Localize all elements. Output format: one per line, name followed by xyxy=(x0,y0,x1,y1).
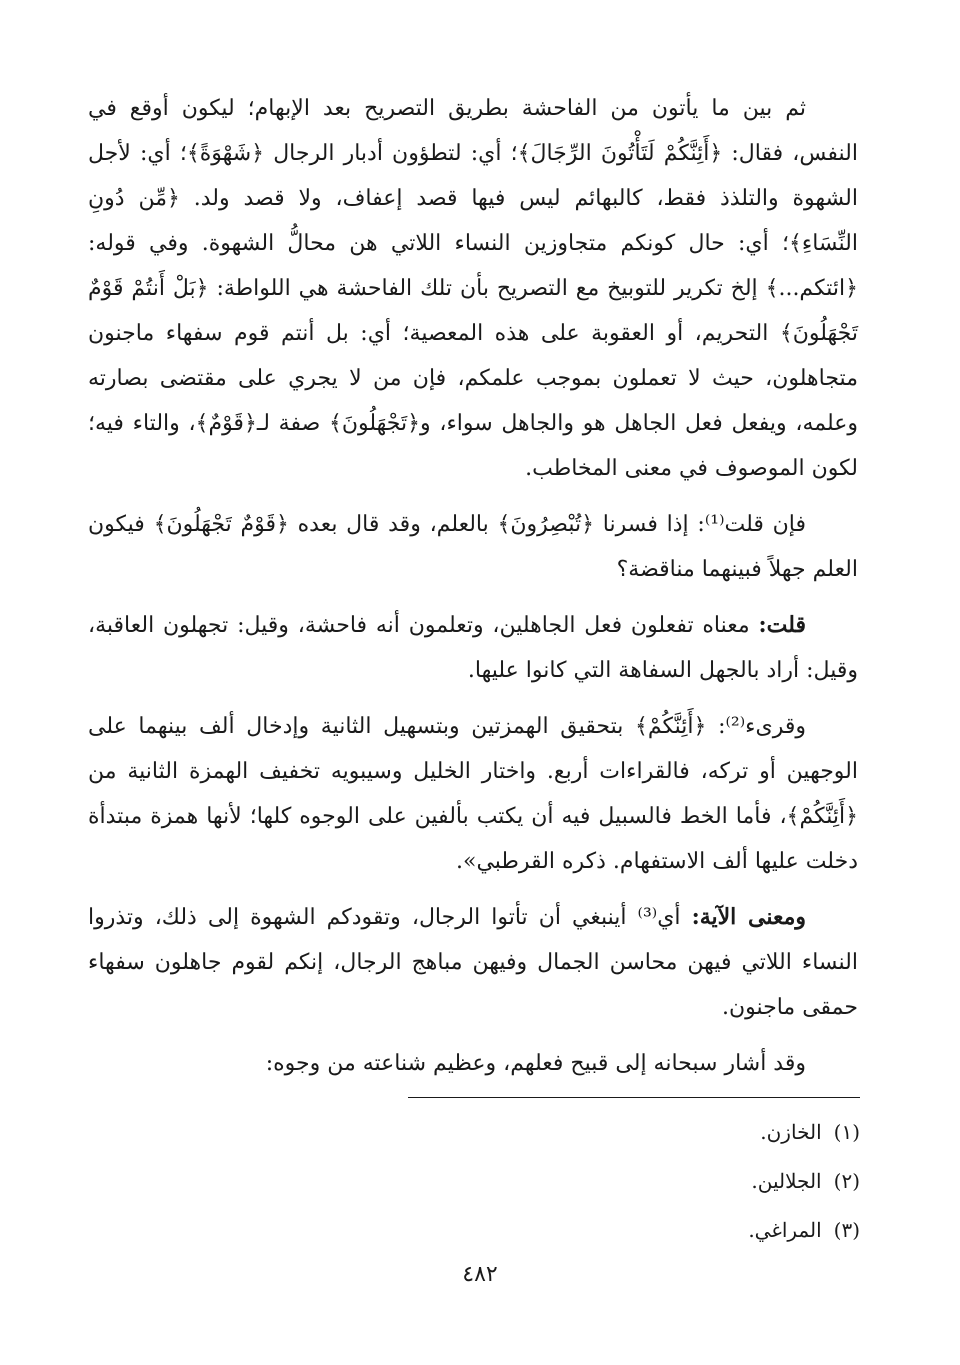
paragraph-2 xyxy=(88,502,858,592)
paragraph-3 xyxy=(88,603,858,693)
paragraph-text: وقد أشار سبحانه إلى قبيح فعلهم، وعظيم شناعته من وجوه: xyxy=(265,1051,806,1076)
footnote-number: (٢) xyxy=(833,1169,860,1193)
footnote-1 xyxy=(748,1108,860,1157)
paragraph-text: معناه تفعلون فعل الجاهلين، وتعلمون أنه فاحشة، وقيل: تجهلون العاقبة، وقيل: أراد بالجهل السفاهة التي كانوا عليها. xyxy=(88,613,858,683)
page-number: ٤٨٢ xyxy=(462,1262,498,1287)
footnote-text: المراغي. xyxy=(748,1218,822,1242)
paragraph-5 xyxy=(88,895,858,1030)
paragraph-text: أي⁽³⁾ أينبغي أن تأتوا الرجال، وتقودكم الشهوة إلى ذلك، وتذروا النساء اللاتي فيهن محاسن الجمال وفيهن مباهج الرجال، إنكم لقوم جاهلون سفهاء حمقى ماجنون. xyxy=(88,905,858,1020)
paragraph-text: وقرىء⁽²⁾: ﴿أَئِنَّكُمْ﴾ بتحقيق الهمزتين وبتسهيل الثانية وإدخال ألف بينهما على الوجهين أو تركه، فالقراءات أربع. واختار الخليل وسيبويه تخفيف الهمزة الثانية من ﴿أَئِنَّكُمْ﴾، فأما الخط فالسبيل فيه أن يكتب بألفين على الوجوه كلها؛ لأنها همزة مبتدأة دخلت عليها ألف الاستفهام. ذكره القرطبي». xyxy=(88,714,858,874)
footnote-text: الجلالين. xyxy=(751,1169,822,1193)
paragraph-lead: قلت: xyxy=(758,612,806,638)
footnote-number: (٣) xyxy=(833,1218,860,1242)
footnote-number: (١) xyxy=(833,1120,860,1144)
footnote-2 xyxy=(748,1157,860,1206)
footnotes xyxy=(748,1108,860,1255)
footnote-divider xyxy=(408,1097,860,1098)
paragraph-6 xyxy=(88,1041,858,1086)
paragraph-text: ثم بين ما يأتون من الفاحشة بطريق التصريح بعد الإبهام؛ ليكون أوقع في النفس، فقال: ﴿أَئِنَّكُمْ لَتَأْتُونَ الرِّجَالَ﴾؛ أي: لتطؤون أدبار الرجال ﴿شَهْوَةً﴾؛ أي: لأجل الشهوة والتلذذ فقط، كالبهائم ليس فيها قصد إعفاف، ولا قصد ولد. ﴿مِّن دُونِ النِّسَاءِ﴾؛ أي: حال كونكم متجاوزين النساء اللاتي هن محالُّ الشهوة. وفي قوله: ﴿ائتكم...﴾ إلخ تكرير للتوبيخ مع التصريح بأن تلك الفاحشة هي اللواطة: ﴿بَلْ أَنتُمْ قَوْمٌ تَجْهَلُونَ﴾ التحريم، أو العقوبة على هذه المعصية؛ أي: بل أنتم قوم سفهاء ماجنون متجاهلون، حيث لا تعملون بموجب علمكم، فإن من لا يجري على مقتضى بصارته وعلمه، ويفعل فعل الجاهل هو والجاهل سواء، و﴿تَجْهَلُونَ﴾ صفة لـ﴿قَوْمٌ﴾، والتاء فيه؛ لكون الموصوف في معنى المخاطب. xyxy=(88,96,858,481)
footnote-text: الخازن. xyxy=(760,1120,822,1144)
paragraph-lead: ومعنى الآية: xyxy=(691,904,807,930)
footnote-3 xyxy=(748,1206,860,1255)
paragraph-text: فإن قلت⁽¹⁾: إذا فسرنا ﴿تُبْصِرُونَ﴾ بالعلم، وقد قال بعده ﴿قَوْمٌ تَجْهَلُونَ﴾ فيكون العلم جهلاً فبينهما مناقضة؟ xyxy=(88,512,858,582)
paragraph-1 xyxy=(88,86,858,491)
paragraph-4 xyxy=(88,704,858,884)
